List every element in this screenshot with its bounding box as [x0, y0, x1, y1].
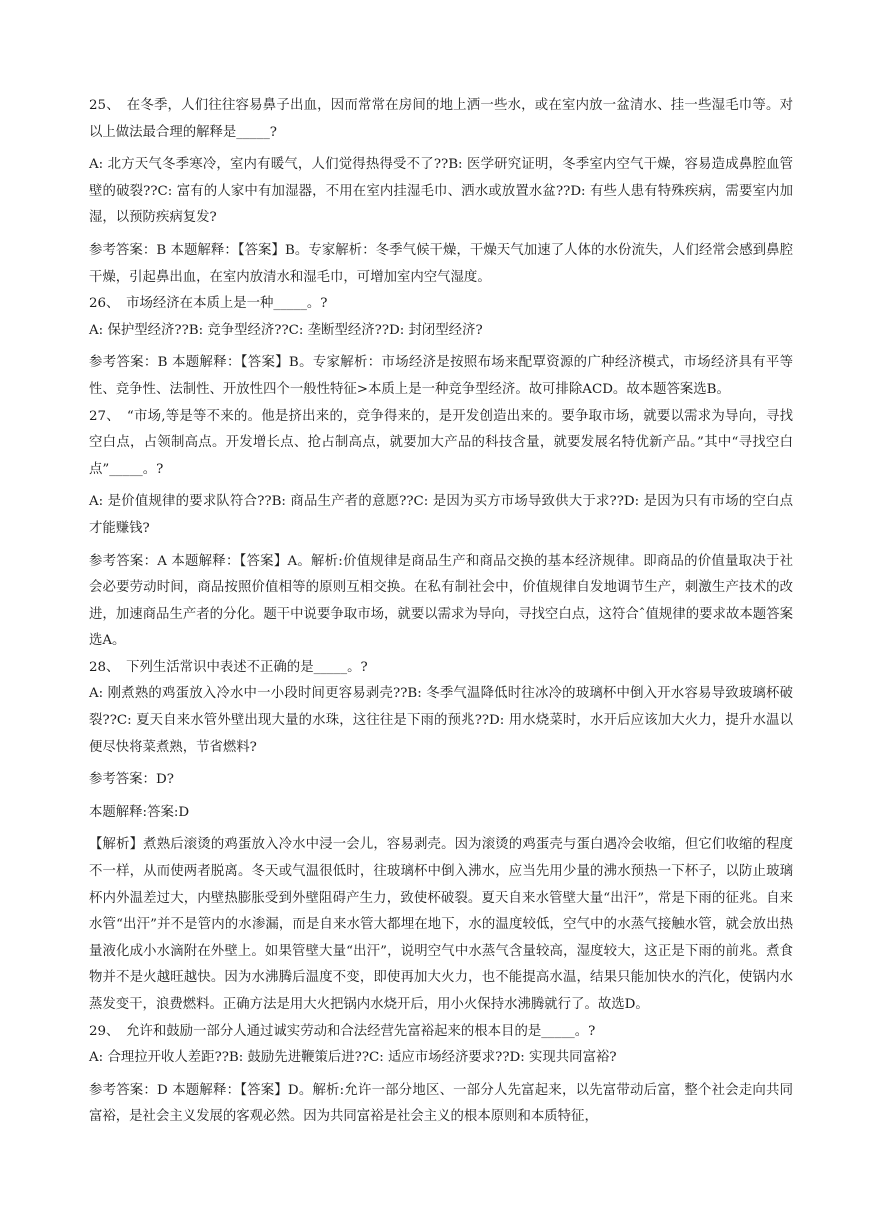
question-28-explanation-title: 本题解释:答案:D	[89, 804, 190, 820]
question-28-answer: 参考答案：D?	[89, 772, 174, 788]
question-28-explanation: 【解析】煮熟后滚烫的鸡蛋放入冷水中浸一会儿，容易剥壳。因为滚烫的鸡蛋壳与蛋白遇冷会收缩，但它们收缩的程度不一样，从而使两者脱离。冬天或气温很低时，往玻璃杯中倒入沸水，应当先用少量的沸水预热一下杯子，以防止玻璃杯内外温差过大，内壁热膨胀受到外壁阻碍产生力，致使杯破裂。夏天自来水管壁大量“出汗”，常是下雨的征兆。自来水管“出汗”并不是管内的水渗漏，而是自来水管大都埋在地下，水的温度较低，空气中的水蒸气接触水管，就会放出热量液化成小水滴附在外壁上。如果管壁大量“出汗”，说明空气中水蒸气含量较高，湿度较大，这正是下雨的前兆。煮食物并不是火越旺越快。因为水沸腾后温度不变，即使再加大火力，也不能提高水温，结果只能加快水的汽化，使锅内水蒸发变干，浪费燃料。正确方法是用大火把锅内水烧开后，用小火保持水沸腾就行了。故选D。	[89, 837, 794, 1012]
question-27-stem: 27、 “市场,等是等不来的。他是挤出来的，竞争得来的，是开发创造出来的。要争取市场，就要以需求为导向，寻找空白点，占领制高点。开发增长点、抢占制高点，就要加大产品的科技含量，就要发展名特优新产品。”其中“寻找空白点”_____。?	[89, 408, 793, 477]
question-27-options: A: 是价值规律的要求队符合??B: 商品生产者的意愿??C: 是因为买方市场导致供大于求??D: 是因为只有市场的空白点才能赚钱?	[89, 494, 793, 536]
question-28-options: A: 刚煮熟的鸡蛋放入冷水中一小段时间更容易剥壳??B: 冬季气温降低时往冰冷的玻璃杯中倒入开水容易导致玻璃杯破裂??C: 夏天自来水管外壁出现大量的水珠，这往往是下雨的预兆??D: 用水烧菜时，水开后应该加大火力，提升水温以便尽快将菜煮熟，节省燃料?	[89, 686, 793, 755]
question-28-stem: 28、 下列生活常识中表述不正确的是_____。?	[89, 659, 368, 675]
question-29-answer: 参考答案：D 本题解释：【答案】D。解析:允许一部分地区、一部分人先富起来，以先富带动后富，整个社会走向共同富裕，是社会主义发展的客观必然。因为共同富裕是社会主义的根本原则和本质特征，	[89, 1082, 793, 1125]
question-25-options: A: 北方天气冬季寒冷，室内有暖气，人们觉得热得受不了??B: 医学研究证明，冬季室内空气干燥，容易造成鼻腔血管壁的破裂??C: 富有的人家中有加湿器，不用在室内挂湿毛巾、洒水或放置水盆??D: 有些人患有特殊疾病，需要室内加湿，以预防疾病复发?	[89, 157, 793, 226]
question-27-answer: 参考答案：A 本题解释：【答案】A。解析:价值规律是商品生产和商品交换的基本经济规律。即商品的价值量取决于社会必要劳动时间，商品按照价值相等的原则互相交换。在私有制社会中，价值规律自发地调节生产，刺激生产技术的改进，加速商品生产者的分化。题干中说要争取市场，就要以需求为导向，寻找空白点，这符合ˆ值规律的要求故本题答案选A。	[89, 553, 793, 649]
question-26-answer: 参考答案：B 本题解释：【答案】B。专家解析：市场经济是按照布场来配覃资源的广种经济模式，市场经济具有平等性、竞争性、法制性、开放性四个一般性特征>本质上是一种竞争型经济。故可排除ACD。故本题答案选B。	[89, 355, 793, 397]
question-29-options: A: 合理拉开收人差距??B: 鼓励先进鞭策后进??C: 适应市场经济要求??D: 实现共同富裕?	[89, 1050, 617, 1066]
question-26-options: A: 保护型经济??B: 竞争型经济??C: 垄断型经济??D: 封闭型经济?	[89, 322, 483, 338]
question-29-stem: 29、 允许和鼓励一部分人通过诚实劳动和合法经营先富裕起来的根本目的是_____。?	[89, 1023, 596, 1039]
question-25-stem: 25、 在冬季，人们往往容易鼻子出血，因而常常在房间的地上洒一些水，或在室内放一盆清水、挂一些湿毛巾等。对以上做法最合理的解释是_____?	[89, 98, 793, 140]
question-26-stem: 26、 市场经济在本质上是一种_____。?	[89, 296, 328, 312]
question-25-answer: 参考答案：B 本题解释：【答案】B。专家解析：冬季气候干燥，干燥天气加速了人体的水份流失，人们经常会感到鼻腔干燥，引起鼻出血，在室内放清水和湿毛巾，可增加室内空气湿度。	[89, 242, 793, 285]
